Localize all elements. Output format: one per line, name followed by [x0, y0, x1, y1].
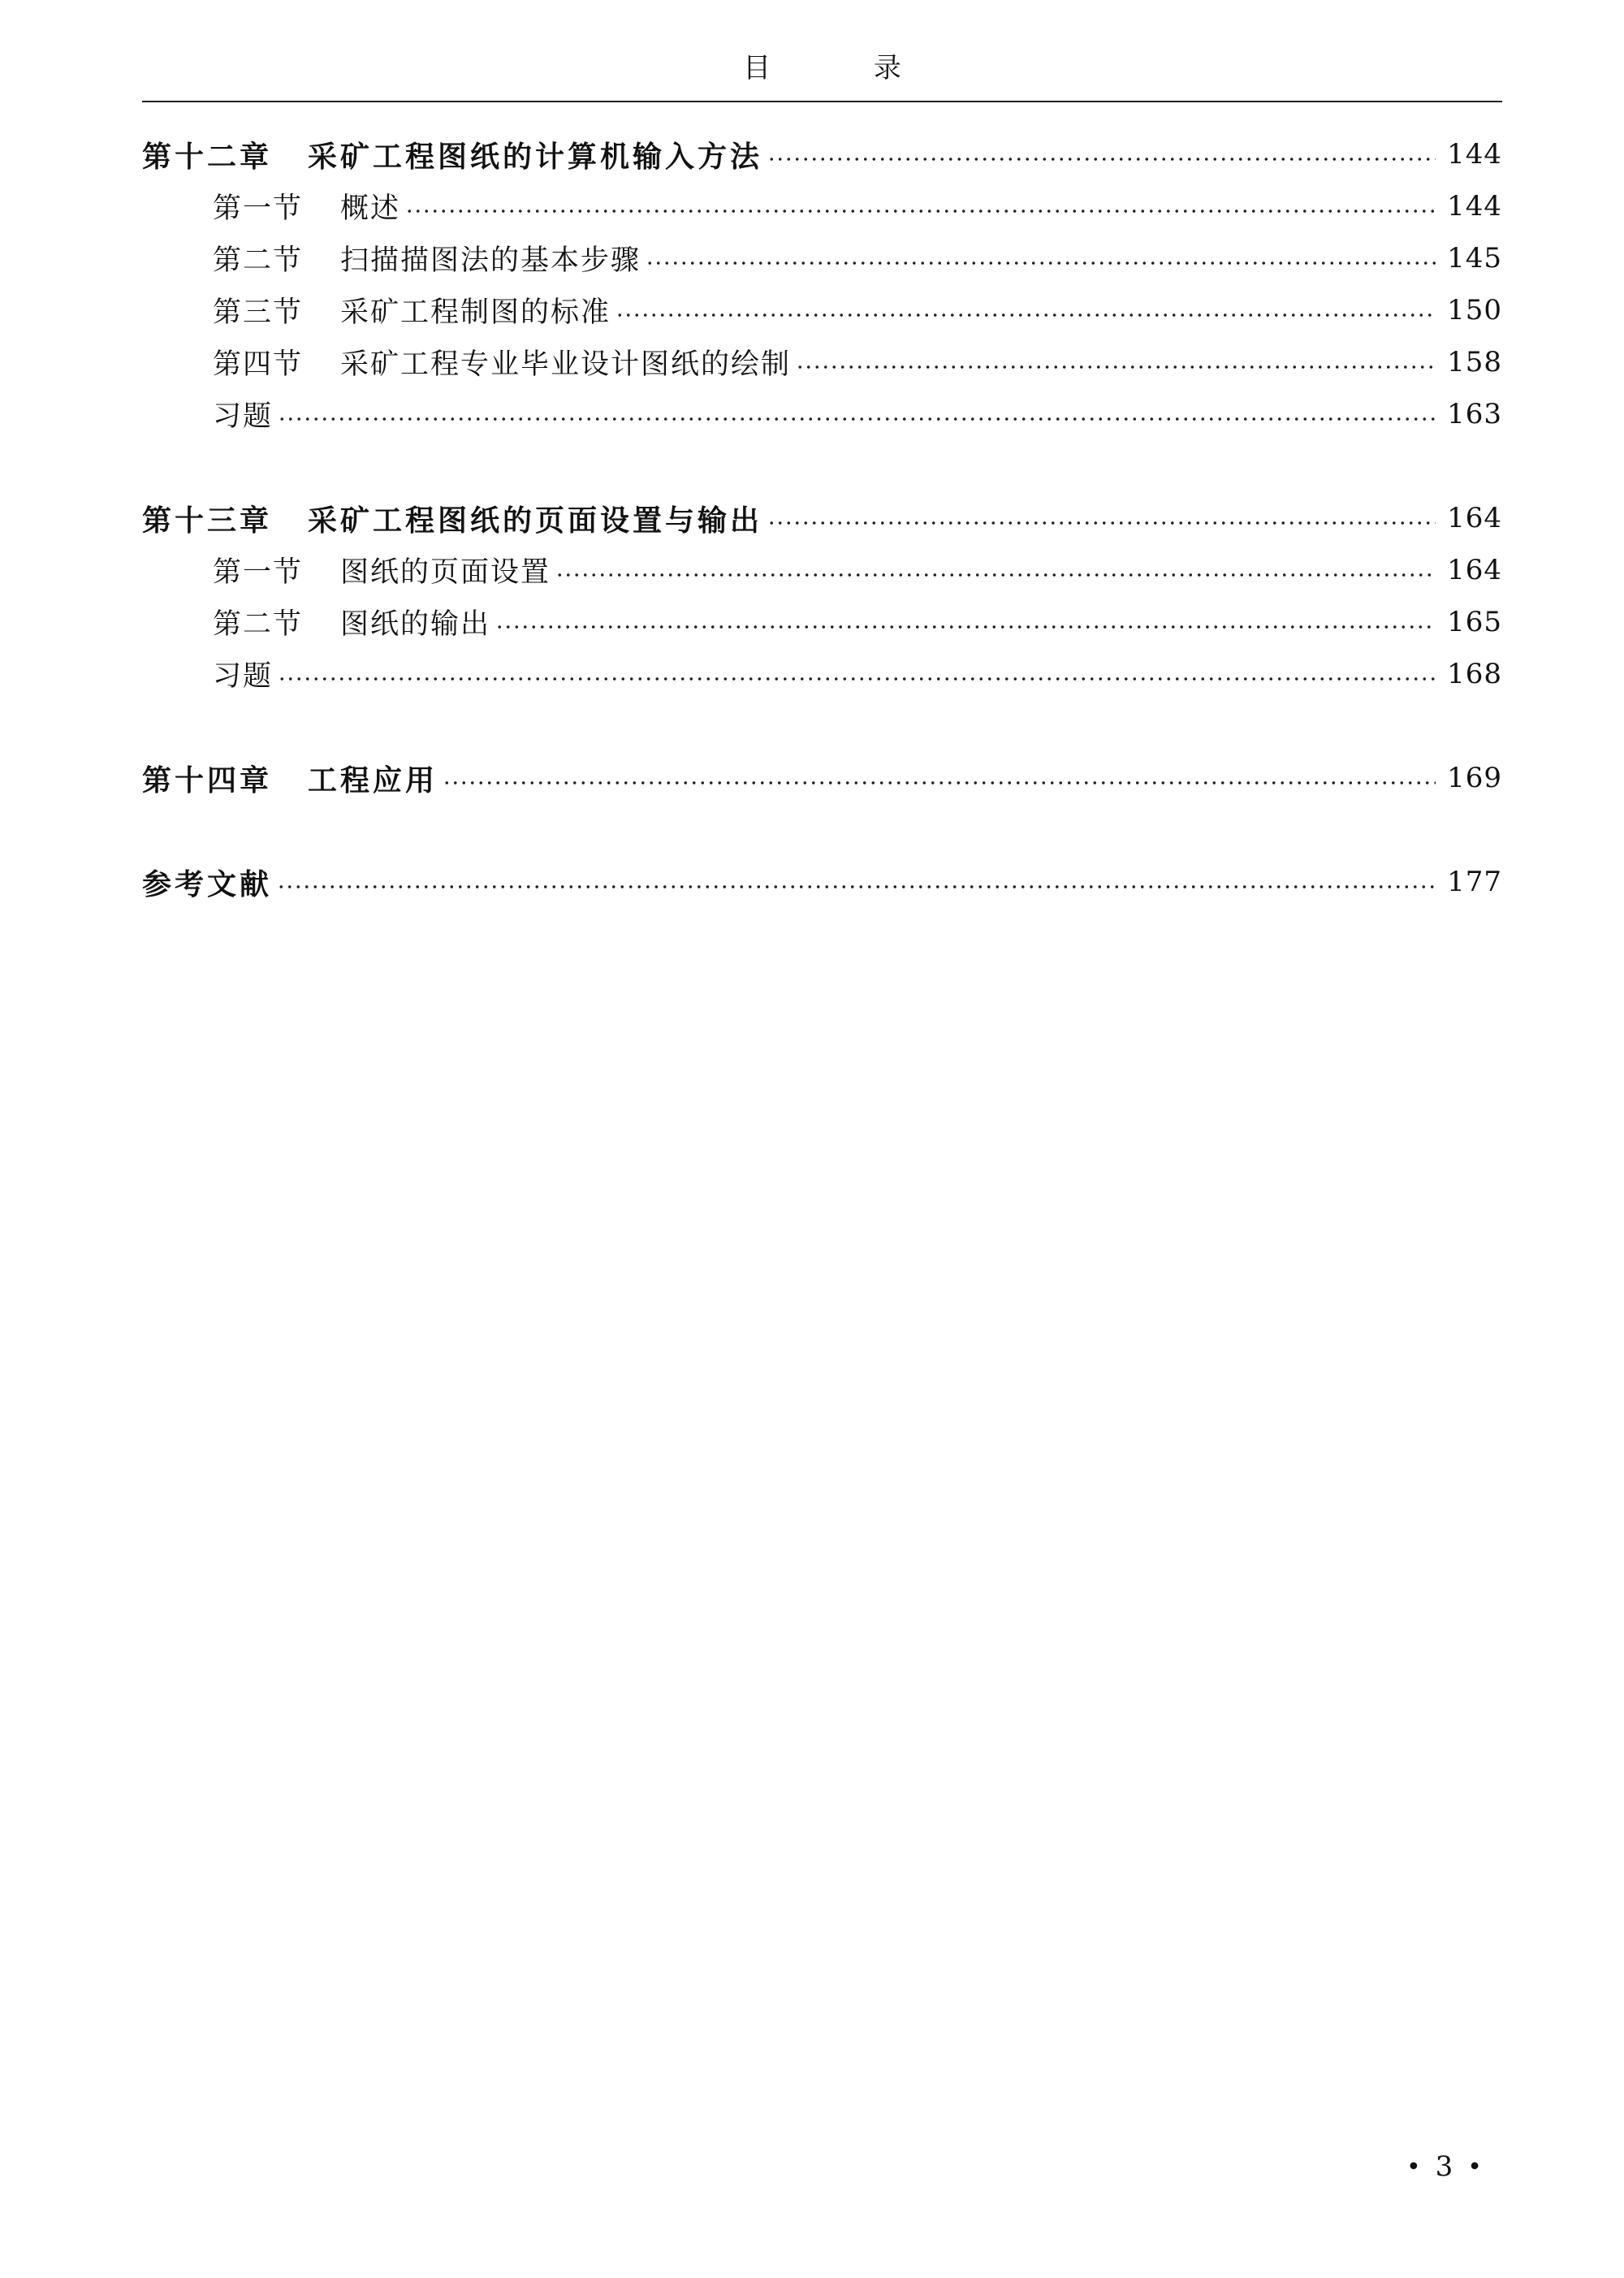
page-number: 164 — [1447, 554, 1502, 586]
toc-entry-section[interactable] — [213, 602, 1502, 642]
page-number: 150 — [1447, 294, 1502, 326]
bullet-dot-icon: • — [1467, 2152, 1482, 2181]
section-title: 采矿工程专业毕业设计图纸的绘制 — [340, 348, 792, 381]
toc-entry-section[interactable] — [213, 342, 1502, 383]
leader-dots — [278, 675, 1436, 683]
toc-entry-exercises[interactable] — [213, 654, 1502, 694]
toc-entry-text — [142, 134, 762, 175]
page-number: 144 — [1447, 190, 1502, 223]
page-number: 164 — [1447, 502, 1502, 534]
page-number: 169 — [1447, 762, 1502, 794]
section-number: 第四节 — [213, 348, 304, 381]
leader-dots — [767, 155, 1436, 163]
leader-dots — [615, 311, 1436, 319]
page-header — [142, 47, 1502, 102]
chapter-title: 工程应用 — [308, 763, 438, 798]
toc-entry-chapter-14[interactable] — [142, 758, 1502, 798]
section-title: 习题 — [213, 660, 274, 693]
toc-entry-chapter-12[interactable] — [142, 134, 1502, 175]
leader-dots — [646, 259, 1436, 267]
section-number: 第二节 — [213, 608, 304, 641]
section-title: 图纸的页面设置 — [340, 556, 551, 589]
section-number: 第三节 — [213, 296, 304, 329]
section-title: 扫描描图法的基本步骤 — [340, 244, 641, 277]
toc-entry-section[interactable] — [213, 550, 1502, 590]
page-number: 145 — [1447, 242, 1502, 274]
toc-entry-section[interactable] — [213, 238, 1502, 279]
page-number: 144 — [1447, 138, 1502, 171]
page-footer — [1406, 2150, 1482, 2183]
page-number: 168 — [1447, 658, 1502, 690]
bullet-dot-icon: • — [1406, 2152, 1421, 2181]
leader-dots — [278, 415, 1436, 423]
page-number: 177 — [1447, 866, 1502, 898]
chapter-title: 采矿工程图纸的计算机输入方法 — [308, 140, 763, 174]
toc-entry-section[interactable] — [213, 290, 1502, 331]
chapter-number: 第十四章 — [142, 763, 273, 798]
section-title: 采矿工程制图的标准 — [340, 296, 611, 329]
toc-entry-references[interactable] — [142, 862, 1502, 902]
chapter-number: 第十二章 — [142, 140, 273, 174]
leader-dots — [796, 363, 1436, 371]
section-title: 习题 — [213, 400, 274, 433]
page-number: 165 — [1447, 606, 1502, 638]
leader-dots — [767, 519, 1436, 527]
section-number: 第一节 — [213, 192, 304, 225]
leader-dots — [405, 207, 1436, 215]
leader-dots — [495, 623, 1436, 631]
chapter-number: 第十三章 — [142, 504, 273, 538]
section-number: 第一节 — [213, 556, 304, 589]
page-number: 163 — [1447, 398, 1502, 430]
chapter-title: 参考文献 — [142, 867, 273, 901]
chapter-title: 采矿工程图纸的页面设置与输出 — [308, 504, 763, 538]
section-title: 图纸的输出 — [340, 608, 491, 641]
toc-entry-exercises[interactable] — [213, 394, 1502, 434]
leader-dots — [277, 883, 1436, 891]
leader-dots — [443, 779, 1436, 787]
footer-page-number: 3 — [1435, 2150, 1453, 2183]
header-title: 目 录 — [743, 52, 948, 84]
section-number: 第二节 — [213, 244, 304, 277]
section-title: 概述 — [340, 192, 401, 225]
page-number: 158 — [1447, 346, 1502, 378]
toc-entry-chapter-13[interactable] — [142, 498, 1502, 538]
leader-dots — [555, 571, 1436, 579]
toc-entry-section[interactable] — [213, 186, 1502, 227]
